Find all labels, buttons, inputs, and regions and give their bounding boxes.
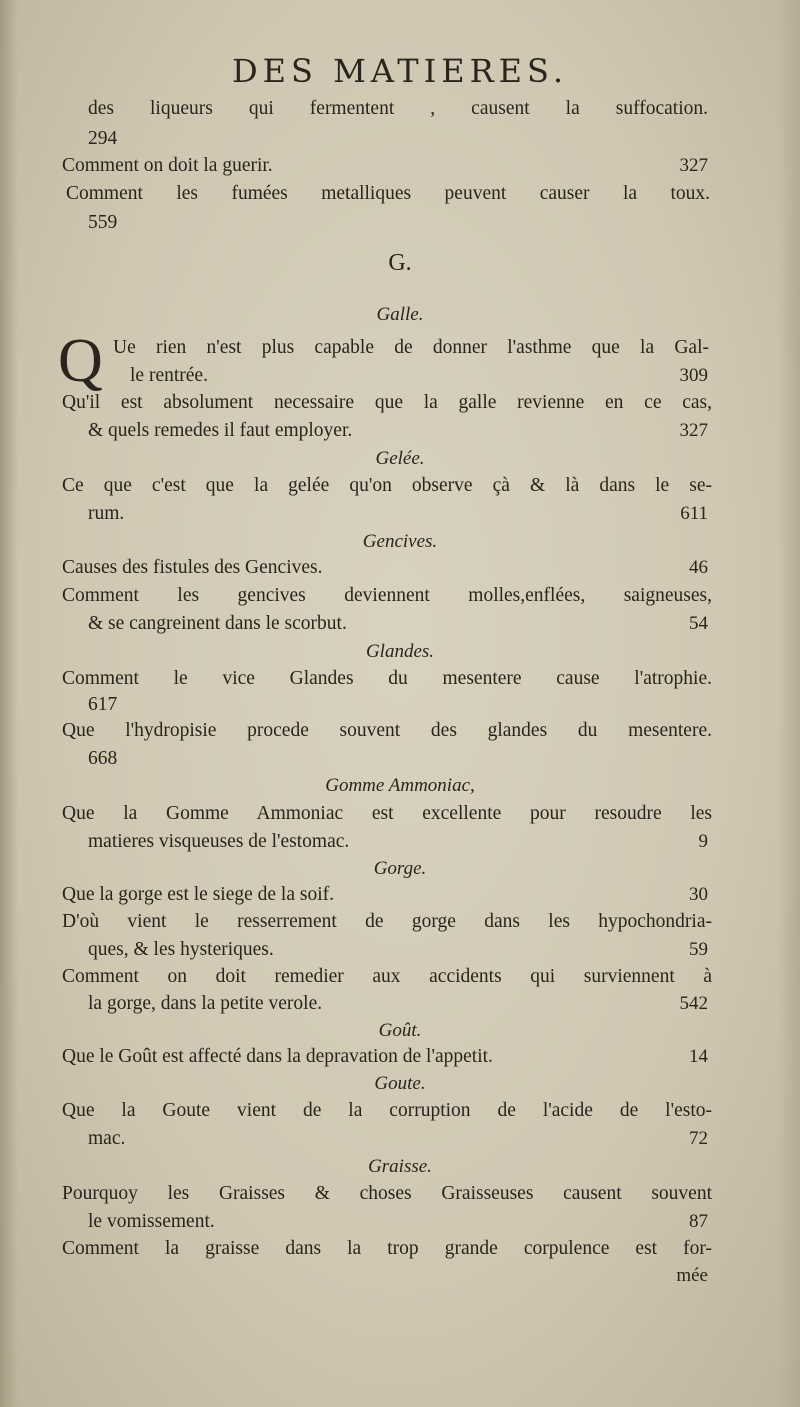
index-entry: mac.: [88, 1128, 126, 1149]
index-heading: Gorge.: [373, 858, 427, 879]
index-entry: & se cangreinent dans le scorbut.: [88, 613, 347, 634]
page-edge-shadow-left: [0, 0, 18, 1407]
index-entry: Comment le vice Glandes du mesentere cause l'atrophie.: [62, 668, 712, 689]
index-heading: Goute.: [374, 1073, 426, 1094]
index-entry: Ce que c'est que la gelée qu'on observe çà & là dans le se-: [62, 475, 712, 496]
page-number: 87: [689, 1211, 708, 1232]
page-number: 327: [679, 420, 708, 441]
page-number: 72: [689, 1128, 708, 1149]
page-number: 59: [689, 939, 708, 960]
index-entry: Que l'hydropisie procede souvent des glandes du mesentere.: [62, 720, 712, 741]
entry-page-number: 559: [88, 212, 118, 233]
entry-page-number: 294: [88, 128, 118, 149]
index-entry: Pourquoy les Graisses & choses Graisseuses causent souvent: [62, 1183, 712, 1204]
index-entry: Causes des fistules des Gencives.: [62, 557, 323, 578]
page-number: 54: [689, 613, 708, 634]
index-entry: & quels remedes il faut employer.: [88, 420, 353, 441]
page-number: 309: [679, 365, 708, 386]
index-entry: Comment on doit la guerir.: [62, 155, 273, 176]
index-entry: Que la Goute vient de la corruption de l'acide de l'esto-: [62, 1100, 712, 1121]
index-entry: Comment on doit remedier aux accidents qui surviennent à: [62, 966, 712, 987]
index-entry: rum.: [88, 503, 125, 524]
entry-page-number: 617: [88, 694, 118, 715]
index-entry: Qu'il est absolument necessaire que la galle revienne en ce cas,: [62, 392, 712, 413]
page-number: 9: [698, 831, 708, 852]
index-entry: la gorge, dans la petite verole.: [88, 993, 323, 1014]
index-entry: D'où vient le resserrement de gorge dans les hypochondria-: [62, 911, 712, 932]
page-number: 14: [689, 1046, 708, 1067]
index-entry: matieres visqueuses de l'estomac.: [88, 831, 350, 852]
index-entry: le rentrée.: [130, 365, 208, 386]
page-number: 46: [689, 557, 708, 578]
index-entry: Que la Gomme Ammoniac est excellente pour resoudre les: [62, 803, 712, 824]
index-heading: Gelée.: [375, 448, 425, 469]
index-entry: Comment les fumées metalliques peuvent causer la toux.: [66, 183, 710, 204]
catchword: mée: [676, 1265, 708, 1286]
entry-page-number: 668: [88, 748, 118, 769]
index-entry: Ue rien n'est plus capable de donner l'asthme que la Gal-: [113, 337, 709, 358]
index-heading: Glandes.: [365, 641, 435, 662]
page-edge-shadow-right: [778, 0, 800, 1407]
index-heading: Gencives.: [362, 531, 438, 552]
index-entry: Que la gorge est le siege de la soif.: [62, 884, 335, 905]
index-heading: Galle.: [376, 304, 424, 325]
index-entry: Comment les gencives deviennent molles,enflées, saigneuses,: [62, 585, 712, 606]
index-heading: Gomme Ammoniac,: [325, 775, 475, 796]
page-number: 542: [679, 993, 708, 1014]
section-letter: G.: [388, 250, 412, 276]
index-heading: Goût.: [378, 1020, 422, 1041]
drop-cap: Q: [58, 327, 103, 395]
entry-continuation: des liqueurs qui fermentent , causent la suffocation.: [88, 98, 708, 119]
index-entry: Que le Goût est affecté dans la depravation de l'appetit.: [62, 1046, 493, 1067]
index-heading: Graisse.: [368, 1156, 432, 1177]
page-number: 30: [689, 884, 708, 905]
page-number: 327: [679, 155, 708, 176]
index-entry: Comment la graisse dans la trop grande corpulence est for-: [62, 1238, 712, 1259]
running-header: DES MATIERES.: [232, 52, 568, 90]
index-entry: ques, & les hysteriques.: [88, 939, 274, 960]
page-number: 611: [680, 503, 708, 524]
index-entry: le vomissement.: [88, 1211, 215, 1232]
